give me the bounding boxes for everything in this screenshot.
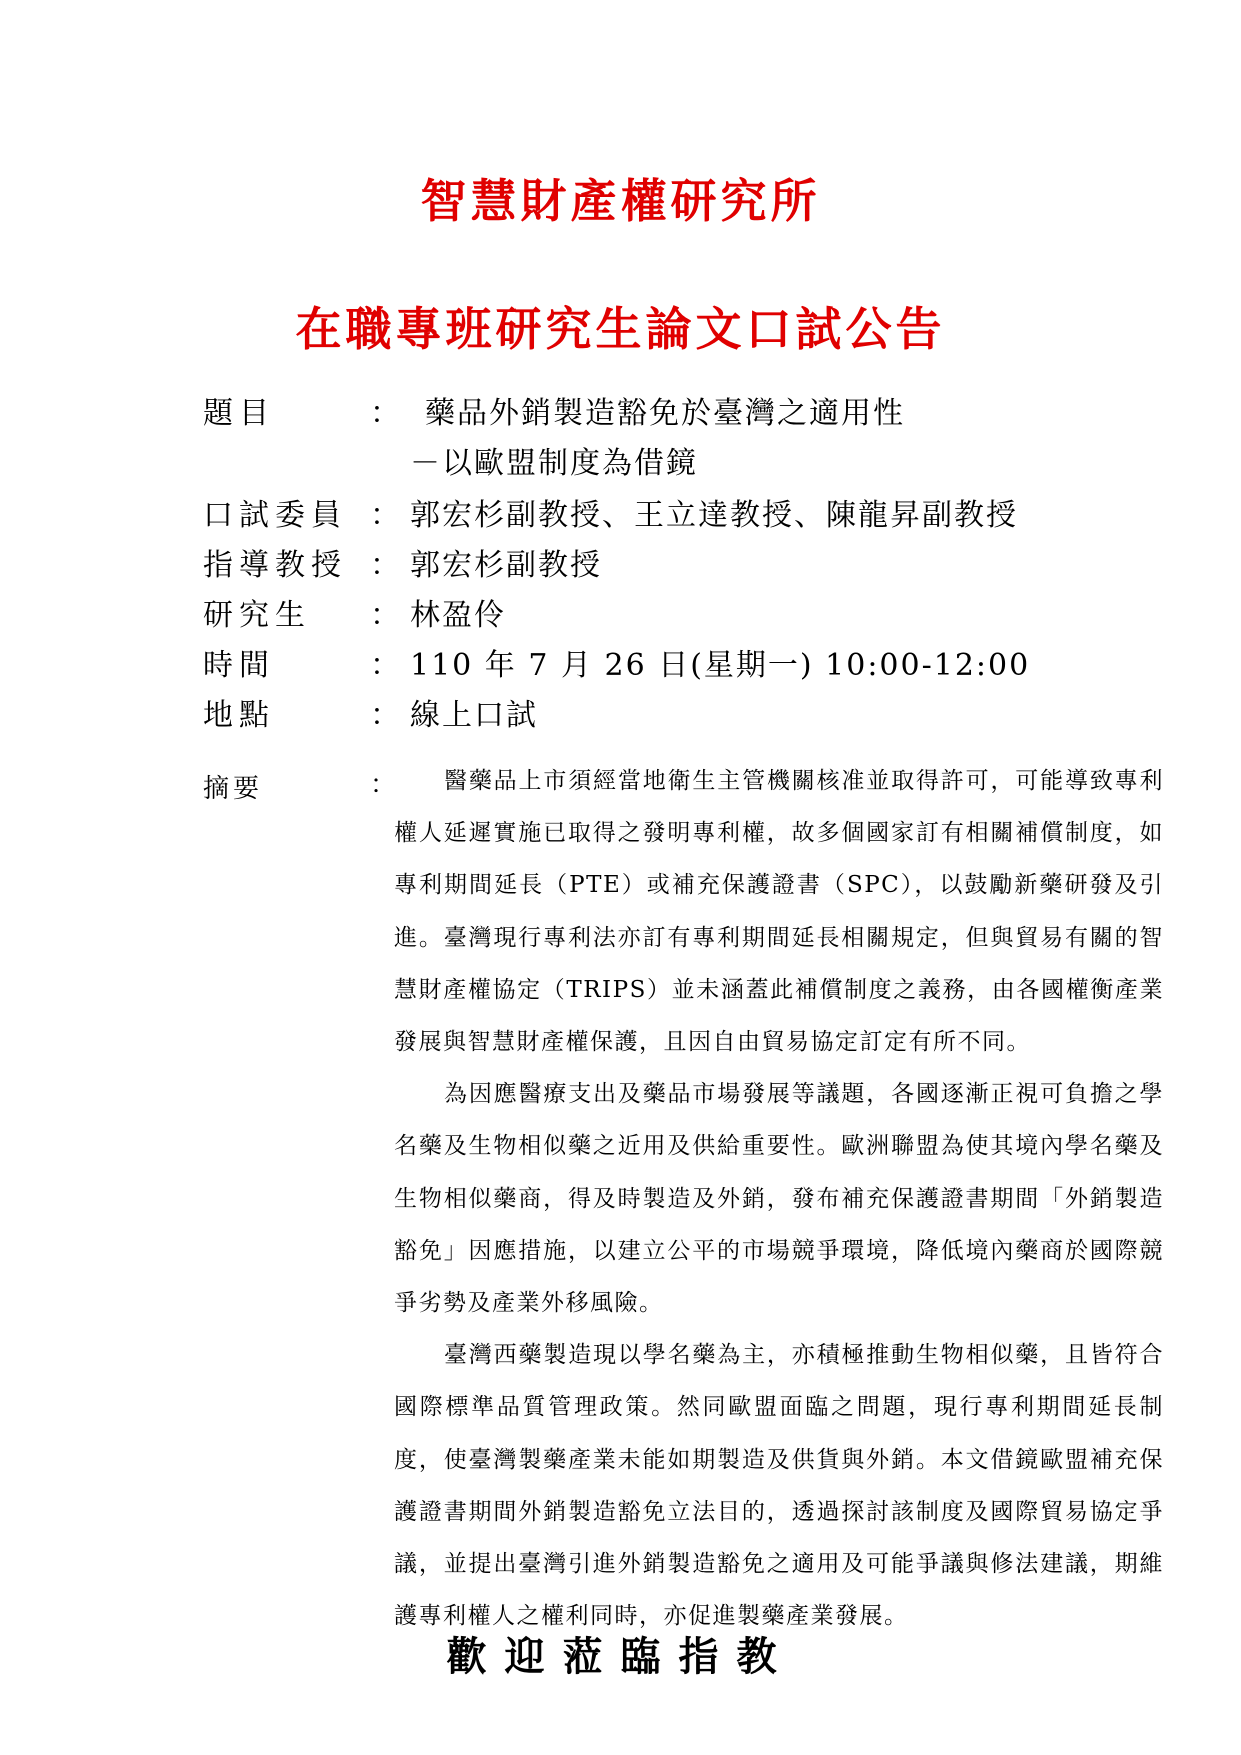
location-colon: ： <box>370 698 400 733</box>
time-row <box>0 640 1241 690</box>
topic-row <box>0 388 1241 438</box>
institute-title: 智慧財產權研究所 <box>420 174 821 228</box>
committee-colon: ： <box>370 498 400 533</box>
abstract-colon: ： <box>370 770 397 800</box>
committee-value: 郭宏杉副教授、王立達教授、陳龍昇副教授 <box>410 498 1018 533</box>
advisor-label: 指導教授 <box>203 548 347 583</box>
welcome-text: 歡迎蒞臨指教 <box>446 1633 795 1680</box>
student-label: 研究生 <box>203 598 311 633</box>
notice-title: 在職專班研究生論文口試公告 <box>295 302 946 356</box>
abstract-paragraph-3: 臺灣西藥製造現以學名藥為主，亦積極推動生物相似藥，且皆符合國際標準品質管理政策。然同歐盟面臨之問題，現行專利期間延長制度，使臺灣製藥產業未能如期製造及供貨與外銷。本文借鏡歐盟補充保護證書期間外銷製造豁免立法目的，透過探討該制度及國際貿易協定爭議，並提出臺灣引進外銷製造豁免之適用及可能爭議與修法建議，期維護專利權人之權利同時，亦促進製藥產業發展。 <box>394 1342 1164 1630</box>
committee-label: 口試委員 <box>203 498 347 533</box>
topic-label: 題目 <box>203 396 275 431</box>
topic-row-2 <box>0 438 1241 488</box>
abstract-paragraph-2: 為因應醫療支出及藥品市場發展等議題，各國逐漸正視可負擔之學名藥及生物相似藥之近用及供給重要性。歐洲聯盟為使其境內學名藥及生物相似藥商，得及時製造及外銷，發布補充保護證書期間「外銷製造豁免」因應措施，以建立公平的市場競爭環境，降低境內藥商於國際競爭劣勢及產業外移風險。 <box>394 1081 1164 1317</box>
student-row <box>0 590 1241 640</box>
time-label: 時間 <box>203 648 275 683</box>
student-colon: ： <box>370 598 400 633</box>
topic-value-line1: 藥品外銷製造豁免於臺灣之適用性 <box>425 396 905 431</box>
topic-value-line2: －以歐盟制度為借鏡 <box>410 446 698 481</box>
time-colon: ： <box>370 648 400 683</box>
location-value: 線上口試 <box>410 698 538 733</box>
advisor-row <box>0 540 1241 590</box>
location-row <box>0 690 1241 740</box>
advisor-value: 郭宏杉副教授 <box>410 548 602 583</box>
abstract-body <box>394 755 1164 1642</box>
abstract-paragraph-1: 醫藥品上市須經當地衛生主管機關核准並取得許可，可能導致專利權人延遲實施已取得之發明專利權，故多個國家訂有相關補償制度，如專利期間延長（PTE）或補充保護證書（SPC），以鼓勵新藥研發及引進。臺灣現行專利法亦訂有專利期間延長相關規定，但與貿易有關的智慧財產權協定（TRIPS）並未涵蓋此補償制度之義務，由各國權衡產業發展與智慧財產權保護，且因自由貿易協定訂定有所不同。 <box>394 768 1164 1056</box>
advisor-colon: ： <box>370 548 400 583</box>
student-value: 林盈伶 <box>410 598 506 633</box>
location-label: 地點 <box>203 698 275 733</box>
topic-colon: ： <box>370 396 400 431</box>
committee-row <box>0 490 1241 540</box>
time-value: 110 年 7 月 26 日(星期一) 10:00-12:00 <box>410 648 1031 683</box>
abstract-label: 摘要 <box>203 774 264 804</box>
